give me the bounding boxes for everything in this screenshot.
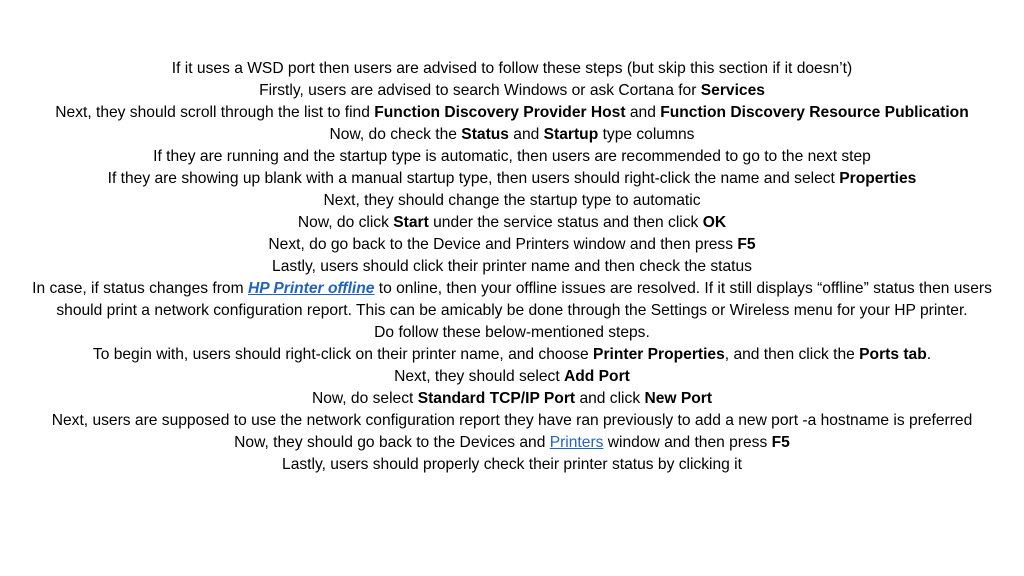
text: Next, they should select: [394, 368, 565, 385]
paragraph-search: [30, 80, 994, 102]
text: If it uses a WSD port then users are advised to follow these steps (but skip this section if it doesn’t): [171, 60, 853, 77]
paragraph-go-back-printers: [30, 432, 994, 454]
bold-text: F5: [737, 236, 756, 253]
bold-text: F5: [771, 434, 790, 451]
document-body: [30, 58, 994, 476]
bold-text: Function Discovery Provider Host: [374, 104, 626, 121]
bold-text: Start: [393, 214, 429, 231]
text: Do follow these below-mentioned steps.: [374, 324, 650, 341]
paragraph-lastly-status: [30, 256, 994, 278]
bold-text: Ports tab: [859, 346, 927, 363]
text: In case, if status changes from: [32, 280, 248, 297]
text: Next, they should change the startup type to automatic: [323, 192, 701, 209]
hp-printer-offline-link[interactable]: HP Printer offline: [247, 280, 375, 297]
text: and: [625, 104, 661, 121]
bold-text: Startup: [543, 126, 599, 143]
bold-text: Services: [700, 82, 765, 99]
paragraph-scroll: [30, 102, 994, 124]
paragraph-use-report: [30, 410, 994, 432]
printers-link[interactable]: Printers: [549, 434, 604, 451]
text: Now, do select: [311, 390, 418, 407]
text: Now, they should go back to the Devices and: [234, 434, 550, 451]
text: .: [926, 346, 932, 363]
text: If they are running and the startup type is automatic, then users are recommended to go to the next step: [153, 148, 871, 165]
text: under the service status and then click: [428, 214, 703, 231]
bold-text: Function Discovery Resource Publication: [660, 104, 969, 121]
text: type columns: [598, 126, 695, 143]
paragraph-lastly-check: [30, 454, 994, 476]
paragraph-in-case: [30, 278, 994, 322]
paragraph-click-start: [30, 212, 994, 234]
paragraph-follow: [30, 322, 994, 344]
text: Next, they should scroll through the list to find: [55, 104, 375, 121]
paragraph-select-tcp: [30, 388, 994, 410]
bold-text: New Port: [644, 390, 713, 407]
text: , and then click the: [724, 346, 860, 363]
text: to online, then your offline issues are resolved. If it still displays “offline” status then users should print a network configuration report. This can be amicably be done through the Settings or Wireless menu for your HP printer.: [56, 280, 992, 319]
bold-text: Status: [461, 126, 509, 143]
paragraph-add-port: [30, 366, 994, 388]
text: Lastly, users should properly check their printer status by clicking it: [282, 456, 742, 473]
text: Next, users are supposed to use the network configuration report they have ran previously to add a new port -a hostname is preferred: [51, 412, 973, 429]
paragraph-blank: [30, 168, 994, 190]
paragraph-wsd: [30, 58, 994, 80]
text: Firstly, users are advised to search Windows or ask Cortana for: [259, 82, 701, 99]
paragraph-running: [30, 146, 994, 168]
text: Lastly, users should click their printer name and then check the status: [272, 258, 752, 275]
text: To begin with, users should right-click on their printer name, and choose: [92, 346, 594, 363]
text: window and then press: [603, 434, 772, 451]
paragraph-change-type: [30, 190, 994, 212]
text: If they are showing up blank with a manual startup type, then users should right-click the name and select: [107, 170, 840, 187]
paragraph-go-back: [30, 234, 994, 256]
bold-text: OK: [702, 214, 727, 231]
text: and click: [575, 390, 645, 407]
text: Now, do check the: [329, 126, 462, 143]
paragraph-check-columns: [30, 124, 994, 146]
bold-text: Standard TCP/IP Port: [417, 390, 576, 407]
bold-text: Add Port: [564, 368, 630, 385]
text: Now, do click: [297, 214, 394, 231]
text: Next, do go back to the Device and Printers window and then press: [268, 236, 738, 253]
text: and: [508, 126, 544, 143]
bold-text: Printer Properties: [593, 346, 725, 363]
paragraph-begin: [30, 344, 994, 366]
bold-text: Properties: [839, 170, 917, 187]
